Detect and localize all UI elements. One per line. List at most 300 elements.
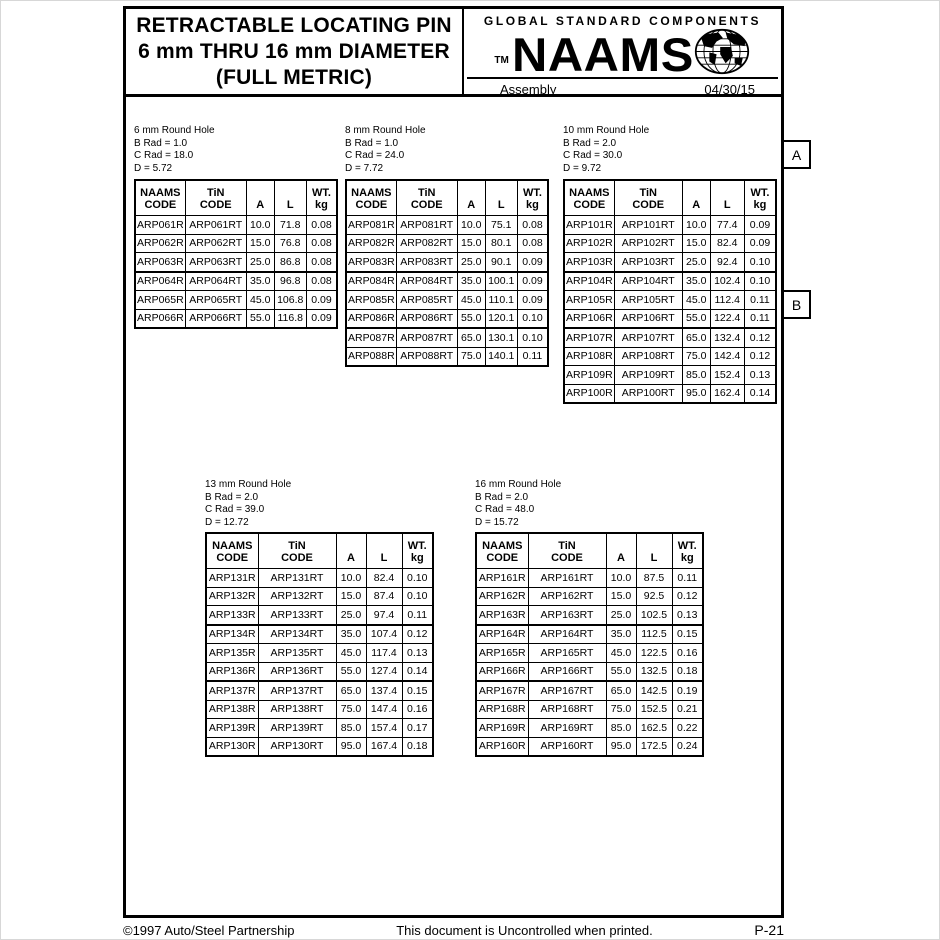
- table-6mm-head: [135, 180, 337, 216]
- table-cell: ARP130R: [206, 737, 258, 756]
- table-row: [135, 216, 337, 235]
- table-cell: 0.12: [744, 347, 776, 366]
- table-cell: ARP164R: [476, 625, 528, 644]
- table-cell: 0.09: [517, 272, 548, 291]
- table-cell: 110.1: [485, 291, 517, 310]
- table-cell: 25.0: [682, 253, 710, 272]
- table-cell: 55.0: [606, 662, 636, 681]
- revision-date: 04/30/15: [704, 82, 755, 97]
- table-row: [346, 309, 548, 328]
- table-cell: ARP166R: [476, 662, 528, 681]
- table-cell: ARP109RT: [614, 366, 682, 385]
- table-row: [476, 569, 703, 588]
- table-cell: ARP101RT: [614, 216, 682, 235]
- table-cell: ARP162RT: [528, 587, 606, 606]
- table-cell: 147.4: [366, 700, 402, 719]
- brand-name: NAAMS: [511, 27, 694, 81]
- table-row: [564, 309, 776, 328]
- table-cell: 15.0: [336, 587, 366, 606]
- table-cell: ARP086RT: [396, 309, 457, 328]
- table-cell: ARP100R: [564, 384, 614, 403]
- table-cell: ARP082R: [346, 234, 396, 253]
- table-header-row: [346, 180, 548, 216]
- table-cell: 0.09: [744, 234, 776, 253]
- table-cell: ARP101R: [564, 216, 614, 235]
- table-row: [476, 625, 703, 644]
- table-cell: 85.0: [606, 719, 636, 738]
- table-13mm-body: [206, 569, 433, 757]
- table-cell: 132.5: [636, 662, 672, 681]
- table-cell: 55.0: [246, 309, 274, 328]
- note-line: 16 mm Round Hole: [475, 479, 562, 490]
- table-row: [476, 606, 703, 625]
- table-cell: 65.0: [336, 681, 366, 700]
- table-cell: ARP105R: [564, 291, 614, 310]
- table-cell: ARP165RT: [528, 644, 606, 663]
- table-cell: ARP086R: [346, 309, 396, 328]
- notes-13mm: [205, 479, 291, 529]
- column-header: NAAMS CODE: [476, 533, 528, 569]
- column-header: WT. kg: [402, 533, 433, 569]
- table-row: [206, 737, 433, 756]
- table-cell: 0.17: [402, 719, 433, 738]
- table-cell: ARP084R: [346, 272, 396, 291]
- table-cell: ARP105RT: [614, 291, 682, 310]
- table-cell: 0.08: [306, 253, 337, 272]
- note-line: B Rad = 2.0: [475, 491, 529, 503]
- table-cell: 97.4: [366, 606, 402, 625]
- table-cell: 85.0: [682, 366, 710, 385]
- table-cell: 95.0: [682, 384, 710, 403]
- table-cell: ARP063R: [135, 253, 185, 272]
- table-cell: ARP135R: [206, 644, 258, 663]
- table-cell: ARP084RT: [396, 272, 457, 291]
- table-cell: ARP163R: [476, 606, 528, 625]
- table-cell: 130.1: [485, 328, 517, 347]
- table-row: [346, 328, 548, 347]
- brand-logo: [464, 27, 781, 81]
- table-cell: 10.0: [606, 569, 636, 588]
- table-cell: ARP166RT: [528, 662, 606, 681]
- table-cell: ARP136R: [206, 662, 258, 681]
- table-cell: 0.10: [744, 253, 776, 272]
- table-cell: 0.10: [402, 569, 433, 588]
- column-header: TiN CODE: [528, 533, 606, 569]
- table-cell: ARP131R: [206, 569, 258, 588]
- note-line: B Rad = 1.0: [345, 137, 399, 149]
- table-cell: 45.0: [246, 291, 274, 310]
- title-line-2: 6 mm THRU 16 mm DIAMETER: [138, 39, 450, 63]
- table-cell: ARP063RT: [185, 253, 246, 272]
- note-line: C Rad = 39.0: [205, 504, 265, 515]
- table-cell: ARP061R: [135, 216, 185, 235]
- table-row: [206, 662, 433, 681]
- column-header: L: [485, 180, 517, 216]
- table-cell: ARP083RT: [396, 253, 457, 272]
- table-cell: 116.8: [274, 309, 306, 328]
- table-cell: 152.4: [710, 366, 744, 385]
- table-cell: 0.09: [744, 216, 776, 235]
- table-cell: 0.11: [402, 606, 433, 625]
- table-cell: ARP106R: [564, 309, 614, 328]
- table-cell: 142.5: [636, 681, 672, 700]
- globe-icon: [693, 28, 751, 75]
- table-cell: 65.0: [457, 328, 485, 347]
- table-cell: 0.12: [744, 328, 776, 347]
- table-cell: 75.0: [682, 347, 710, 366]
- table-cell: 92.5: [636, 587, 672, 606]
- table-cell: ARP108R: [564, 347, 614, 366]
- table-cell: 0.08: [517, 216, 548, 235]
- table-cell: 55.0: [682, 309, 710, 328]
- trademark-symbol: TM: [494, 55, 509, 66]
- table-cell: ARP088RT: [396, 347, 457, 366]
- table-cell: 96.8: [274, 272, 306, 291]
- note-line: 10 mm Round Hole: [563, 125, 650, 136]
- uncontrolled-notice: This document is Uncontrolled when printed.: [396, 923, 653, 938]
- table-cell: 25.0: [606, 606, 636, 625]
- table-cell: 102.4: [710, 272, 744, 291]
- table-cell: 100.1: [485, 272, 517, 291]
- table-cell: 0.13: [402, 644, 433, 663]
- table-cell: 65.0: [682, 328, 710, 347]
- table-cell: 0.15: [402, 681, 433, 700]
- table-row: [476, 700, 703, 719]
- table-row: [346, 291, 548, 310]
- note-line: C Rad = 24.0: [345, 150, 405, 161]
- table-cell: 25.0: [246, 253, 274, 272]
- column-header: A: [336, 533, 366, 569]
- table-row: [206, 606, 433, 625]
- revision-marker-a: [782, 140, 811, 169]
- table-cell: 0.22: [672, 719, 703, 738]
- table-cell: 75.0: [457, 347, 485, 366]
- table-cell: 0.14: [744, 384, 776, 403]
- table-cell: ARP087R: [346, 328, 396, 347]
- table-cell: 0.08: [306, 272, 337, 291]
- table-row: [135, 253, 337, 272]
- table-row: [206, 681, 433, 700]
- note-line: D = 12.72: [205, 516, 249, 528]
- table-cell: ARP132R: [206, 587, 258, 606]
- table-cell: 35.0: [336, 625, 366, 644]
- table-cell: 0.08: [306, 216, 337, 235]
- table-cell: 0.13: [672, 606, 703, 625]
- table-cell: 0.13: [744, 366, 776, 385]
- table-6mm-body: [135, 216, 337, 329]
- table-cell: 87.5: [636, 569, 672, 588]
- table-cell: 90.1: [485, 253, 517, 272]
- table-row: [135, 309, 337, 328]
- table-cell: 0.12: [402, 625, 433, 644]
- table-cell: 112.5: [636, 625, 672, 644]
- table-row: [564, 328, 776, 347]
- table-cell: 95.0: [606, 737, 636, 756]
- table-16mm-body: [476, 569, 703, 757]
- table-header-row: [135, 180, 337, 216]
- table-cell: ARP104RT: [614, 272, 682, 291]
- table-cell: ARP138R: [206, 700, 258, 719]
- table-cell: 0.10: [402, 587, 433, 606]
- table-cell: ARP062RT: [185, 234, 246, 253]
- notes-10mm: [563, 125, 649, 175]
- table-cell: 0.08: [517, 234, 548, 253]
- column-header: A: [246, 180, 274, 216]
- table-row: [346, 234, 548, 253]
- table-cell: 35.0: [682, 272, 710, 291]
- table-cell: ARP135RT: [258, 644, 336, 663]
- table-cell: 0.11: [744, 291, 776, 310]
- table-row: [476, 662, 703, 681]
- table-cell: 0.10: [517, 328, 548, 347]
- revision-marker-b: [782, 290, 811, 319]
- table-cell: ARP065RT: [185, 291, 246, 310]
- table-cell: ARP088R: [346, 347, 396, 366]
- table-header-row: [476, 533, 703, 569]
- table-cell: ARP164RT: [528, 625, 606, 644]
- table-row: [564, 234, 776, 253]
- table-cell: 92.4: [710, 253, 744, 272]
- table-10mm: [563, 179, 777, 404]
- table-cell: ARP161RT: [528, 569, 606, 588]
- table-row: [476, 719, 703, 738]
- table-6mm: [134, 179, 338, 329]
- table-cell: 77.4: [710, 216, 744, 235]
- column-header: WT. kg: [744, 180, 776, 216]
- table-cell: ARP167R: [476, 681, 528, 700]
- marker-b-label: B: [791, 296, 802, 313]
- note-line: D = 7.72: [345, 162, 384, 174]
- table-row: [346, 347, 548, 366]
- table-cell: 35.0: [606, 625, 636, 644]
- table-cell: 137.4: [366, 681, 402, 700]
- table-row: [206, 625, 433, 644]
- table-row: [206, 644, 433, 663]
- table-cell: 0.10: [517, 309, 548, 328]
- table-cell: ARP138RT: [258, 700, 336, 719]
- table-row: [206, 719, 433, 738]
- table-row: [564, 347, 776, 366]
- table-cell: 25.0: [336, 606, 366, 625]
- table-cell: 15.0: [246, 234, 274, 253]
- table-16mm: [475, 532, 704, 757]
- note-line: D = 15.72: [475, 516, 519, 528]
- table-cell: 117.4: [366, 644, 402, 663]
- section-label: Assembly: [500, 82, 557, 97]
- table-row: [135, 272, 337, 291]
- table-cell: 0.09: [306, 309, 337, 328]
- column-header: WT. kg: [672, 533, 703, 569]
- note-line: D = 9.72: [563, 162, 602, 174]
- table-row: [206, 569, 433, 588]
- table-row: [564, 291, 776, 310]
- table-cell: 0.21: [672, 700, 703, 719]
- table-cell: 55.0: [336, 662, 366, 681]
- table-cell: 82.4: [366, 569, 402, 588]
- table-cell: 0.09: [517, 253, 548, 272]
- table-cell: ARP167RT: [528, 681, 606, 700]
- table-cell: 35.0: [457, 272, 485, 291]
- copyright-text: ©1997 Auto/Steel Partnership: [123, 923, 295, 938]
- table-cell: 45.0: [457, 291, 485, 310]
- header-subtitle: [464, 79, 781, 97]
- table-row: [135, 234, 337, 253]
- table-cell: ARP083R: [346, 253, 396, 272]
- table-8mm-head: [346, 180, 548, 216]
- table-row: [564, 272, 776, 291]
- table-cell: ARP082RT: [396, 234, 457, 253]
- table-cell: 0.11: [744, 309, 776, 328]
- table-cell: 76.8: [274, 234, 306, 253]
- table-cell: ARP168RT: [528, 700, 606, 719]
- column-header: TiN CODE: [614, 180, 682, 216]
- note-line: B Rad = 1.0: [134, 137, 188, 149]
- table-cell: ARP100RT: [614, 384, 682, 403]
- table-cell: ARP133RT: [258, 606, 336, 625]
- table-cell: ARP085RT: [396, 291, 457, 310]
- table-cell: ARP136RT: [258, 662, 336, 681]
- column-header: NAAMS CODE: [346, 180, 396, 216]
- table-cell: 0.16: [672, 644, 703, 663]
- column-header: A: [682, 180, 710, 216]
- table-row: [476, 587, 703, 606]
- column-header: L: [636, 533, 672, 569]
- column-header: L: [274, 180, 306, 216]
- page-number: P-21: [754, 922, 784, 938]
- table-8mm: [345, 179, 549, 367]
- note-line: D = 5.72: [134, 162, 173, 174]
- table-cell: 102.5: [636, 606, 672, 625]
- table-cell: 65.0: [606, 681, 636, 700]
- brand-block: [464, 9, 781, 97]
- table-cell: ARP087RT: [396, 328, 457, 347]
- column-header: TiN CODE: [258, 533, 336, 569]
- note-line: C Rad = 18.0: [134, 150, 194, 161]
- table-cell: 45.0: [606, 644, 636, 663]
- table-cell: 0.08: [306, 234, 337, 253]
- table-cell: 0.10: [744, 272, 776, 291]
- table-cell: 10.0: [682, 216, 710, 235]
- page-header: [126, 9, 781, 97]
- note-line: C Rad = 48.0: [475, 504, 535, 515]
- table-cell: 10.0: [336, 569, 366, 588]
- note-line: B Rad = 2.0: [205, 491, 259, 503]
- table-cell: ARP102R: [564, 234, 614, 253]
- table-cell: 0.19: [672, 681, 703, 700]
- table-cell: ARP132RT: [258, 587, 336, 606]
- table-row: [206, 700, 433, 719]
- table-cell: 162.5: [636, 719, 672, 738]
- table-cell: 157.4: [366, 719, 402, 738]
- table-cell: ARP137R: [206, 681, 258, 700]
- table-row: [476, 644, 703, 663]
- table-cell: 107.4: [366, 625, 402, 644]
- table-cell: 167.4: [366, 737, 402, 756]
- table-cell: ARP062R: [135, 234, 185, 253]
- table-row: [206, 587, 433, 606]
- table-cell: 0.18: [402, 737, 433, 756]
- table-row: [135, 291, 337, 310]
- table-cell: 82.4: [710, 234, 744, 253]
- table-cell: ARP134R: [206, 625, 258, 644]
- table-16mm-head: [476, 533, 703, 569]
- title-line-1: RETRACTABLE LOCATING PIN: [136, 13, 452, 37]
- table-cell: 122.4: [710, 309, 744, 328]
- table-row: [346, 272, 548, 291]
- notes-16mm: [475, 479, 561, 529]
- table-cell: 75.0: [336, 700, 366, 719]
- marker-a-label: A: [791, 146, 802, 163]
- table-cell: 127.4: [366, 662, 402, 681]
- table-cell: ARP134RT: [258, 625, 336, 644]
- table-cell: 0.12: [672, 587, 703, 606]
- title-line-3: (FULL METRIC): [215, 65, 373, 89]
- column-header: A: [606, 533, 636, 569]
- table-cell: ARP130RT: [258, 737, 336, 756]
- table-cell: 142.4: [710, 347, 744, 366]
- table-cell: ARP104R: [564, 272, 614, 291]
- table-row: [476, 681, 703, 700]
- column-header: NAAMS CODE: [206, 533, 258, 569]
- table-header-row: [206, 533, 433, 569]
- table-cell: 140.1: [485, 347, 517, 366]
- table-cell: ARP137RT: [258, 681, 336, 700]
- column-header: NAAMS CODE: [135, 180, 185, 216]
- table-cell: ARP163RT: [528, 606, 606, 625]
- column-header: WT. kg: [517, 180, 548, 216]
- table-cell: 122.5: [636, 644, 672, 663]
- column-header: TiN CODE: [396, 180, 457, 216]
- table-cell: 0.11: [672, 569, 703, 588]
- table-cell: ARP081RT: [396, 216, 457, 235]
- table-cell: ARP064RT: [185, 272, 246, 291]
- column-header: NAAMS CODE: [564, 180, 614, 216]
- table-row: [564, 384, 776, 403]
- page-frame: [123, 6, 784, 918]
- column-header: L: [366, 533, 402, 569]
- table-cell: 80.1: [485, 234, 517, 253]
- table-cell: ARP162R: [476, 587, 528, 606]
- table-cell: 95.0: [336, 737, 366, 756]
- table-cell: 120.1: [485, 309, 517, 328]
- table-row: [346, 216, 548, 235]
- table-13mm-head: [206, 533, 433, 569]
- table-cell: ARP169R: [476, 719, 528, 738]
- table-cell: 0.18: [672, 662, 703, 681]
- table-cell: ARP131RT: [258, 569, 336, 588]
- table-8mm-body: [346, 216, 548, 367]
- column-header: L: [710, 180, 744, 216]
- table-cell: ARP160RT: [528, 737, 606, 756]
- table-10mm-head: [564, 180, 776, 216]
- column-header: TiN CODE: [185, 180, 246, 216]
- table-cell: 75.0: [606, 700, 636, 719]
- table-cell: 0.14: [402, 662, 433, 681]
- table-row: [346, 253, 548, 272]
- note-line: C Rad = 30.0: [563, 150, 623, 161]
- table-cell: ARP065R: [135, 291, 185, 310]
- table-cell: 15.0: [457, 234, 485, 253]
- table-cell: ARP064R: [135, 272, 185, 291]
- table-cell: 0.11: [517, 347, 548, 366]
- table-cell: 172.5: [636, 737, 672, 756]
- table-cell: ARP085R: [346, 291, 396, 310]
- table-cell: 25.0: [457, 253, 485, 272]
- table-cell: ARP066RT: [185, 309, 246, 328]
- table-10mm-body: [564, 216, 776, 404]
- table-cell: 45.0: [336, 644, 366, 663]
- table-cell: 10.0: [457, 216, 485, 235]
